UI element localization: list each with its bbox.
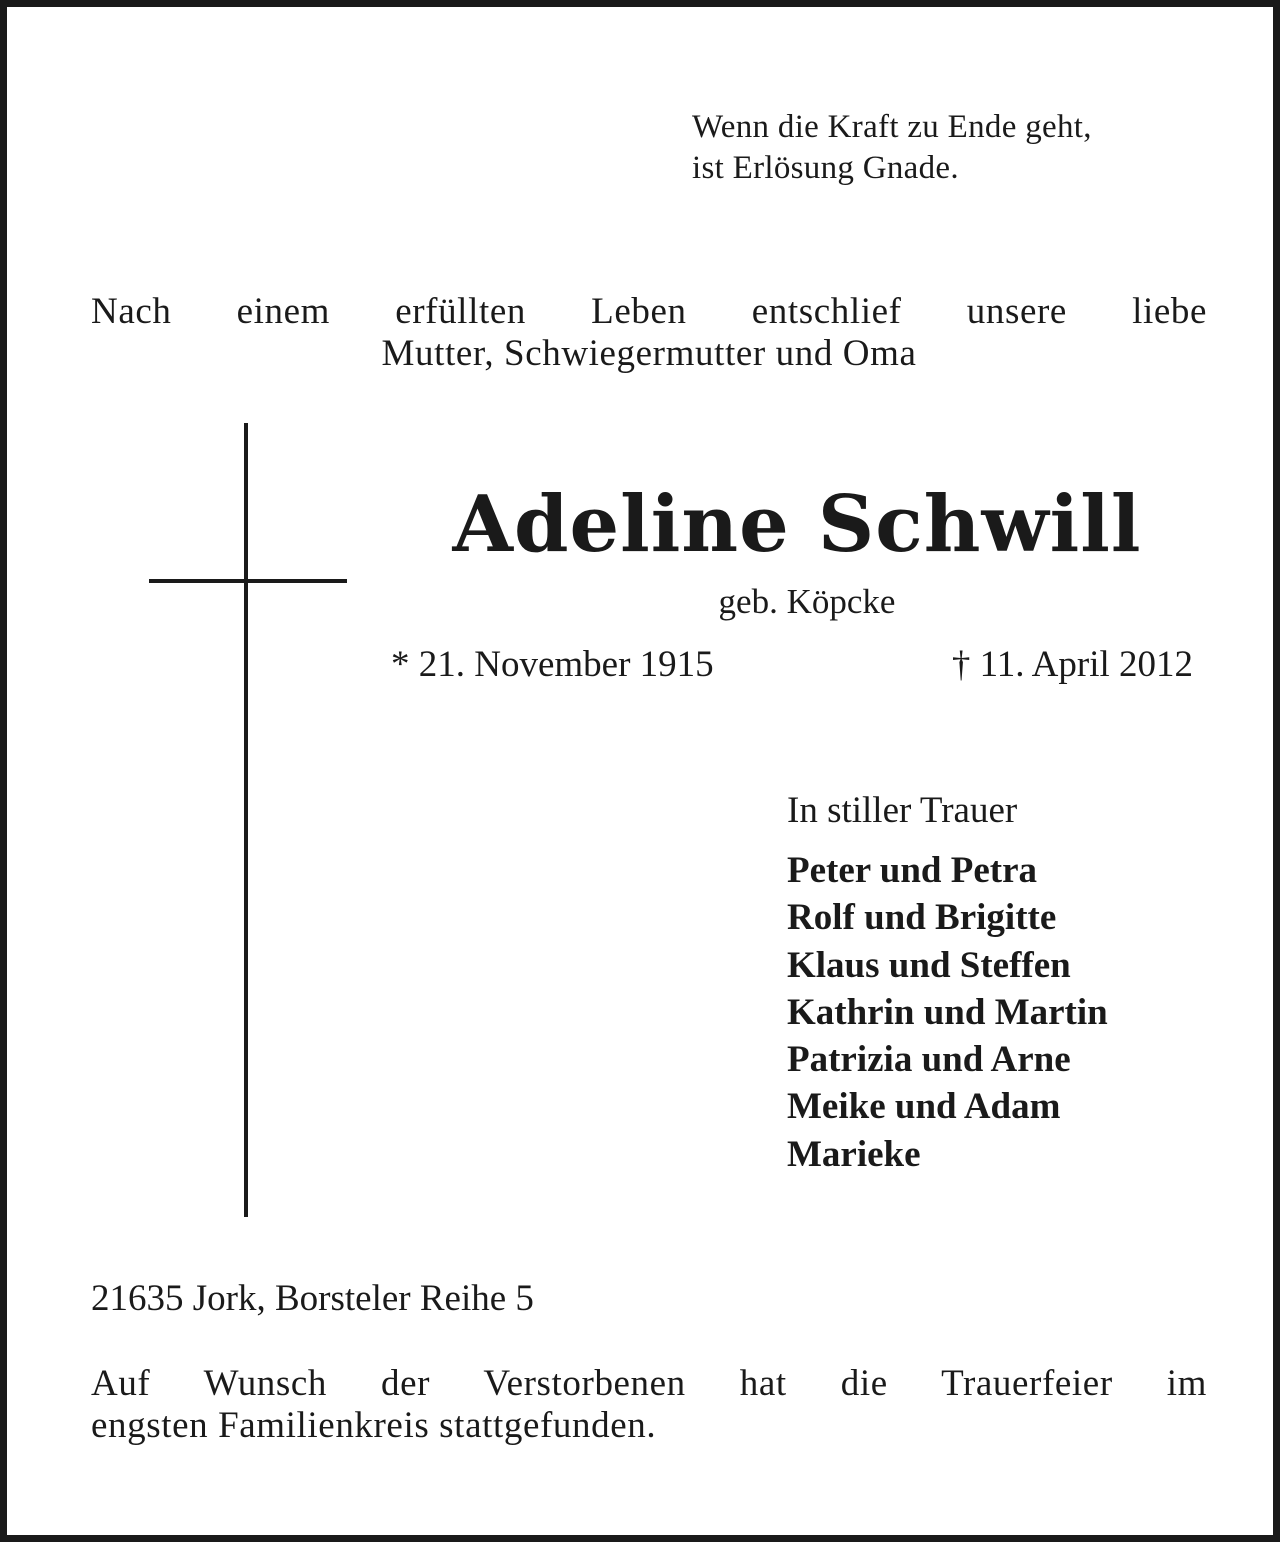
- intro-line-2: Mutter, Schwiegermutter und Oma: [381, 333, 917, 374]
- death-date: † 11. April 2012: [951, 644, 1193, 685]
- mourner-name: Marieke: [787, 1133, 921, 1175]
- maiden-name: geb. Köpcke: [718, 582, 896, 621]
- funeral-notice: [91, 1363, 1207, 1447]
- birth-date: * 21. November 1915: [391, 644, 714, 685]
- mourners-heading: In stiller Trauer: [787, 790, 1018, 831]
- intro-line-1: Nach einem erfüllten Leben entschlief unsere liebe: [91, 291, 1207, 332]
- notice-line-2: engsten Familienkreis stattgefunden.: [91, 1405, 657, 1446]
- cross-icon-crossbar: [149, 579, 347, 583]
- cross-icon: [244, 423, 248, 1217]
- intro-text: [91, 291, 1207, 375]
- deceased-name: Adeline Schwill: [452, 479, 1142, 570]
- notice-line-1: Auf Wunsch der Verstorbenen hat die Trauerfeier im: [91, 1363, 1207, 1404]
- motto: [692, 107, 1232, 189]
- mourner-name: Peter und Petra: [787, 850, 1038, 891]
- motto-line-2: ist Erlösung Gnade.: [692, 150, 959, 186]
- address: 21635 Jork, Borsteler Reihe 5: [91, 1278, 534, 1319]
- motto-line-1: Wenn die Kraft zu Ende geht,: [692, 109, 1092, 145]
- mourner-name: Rolf und Brigitte: [787, 897, 1057, 939]
- mourner-name: Meike und Adam: [787, 1086, 1061, 1128]
- mourners-list: [787, 847, 1108, 1178]
- mourner-name: Patrizia und Arne: [787, 1039, 1071, 1081]
- mourner-name: Klaus und Steffen: [787, 944, 1071, 986]
- mourner-name: Kathrin und Martin: [787, 991, 1108, 1033]
